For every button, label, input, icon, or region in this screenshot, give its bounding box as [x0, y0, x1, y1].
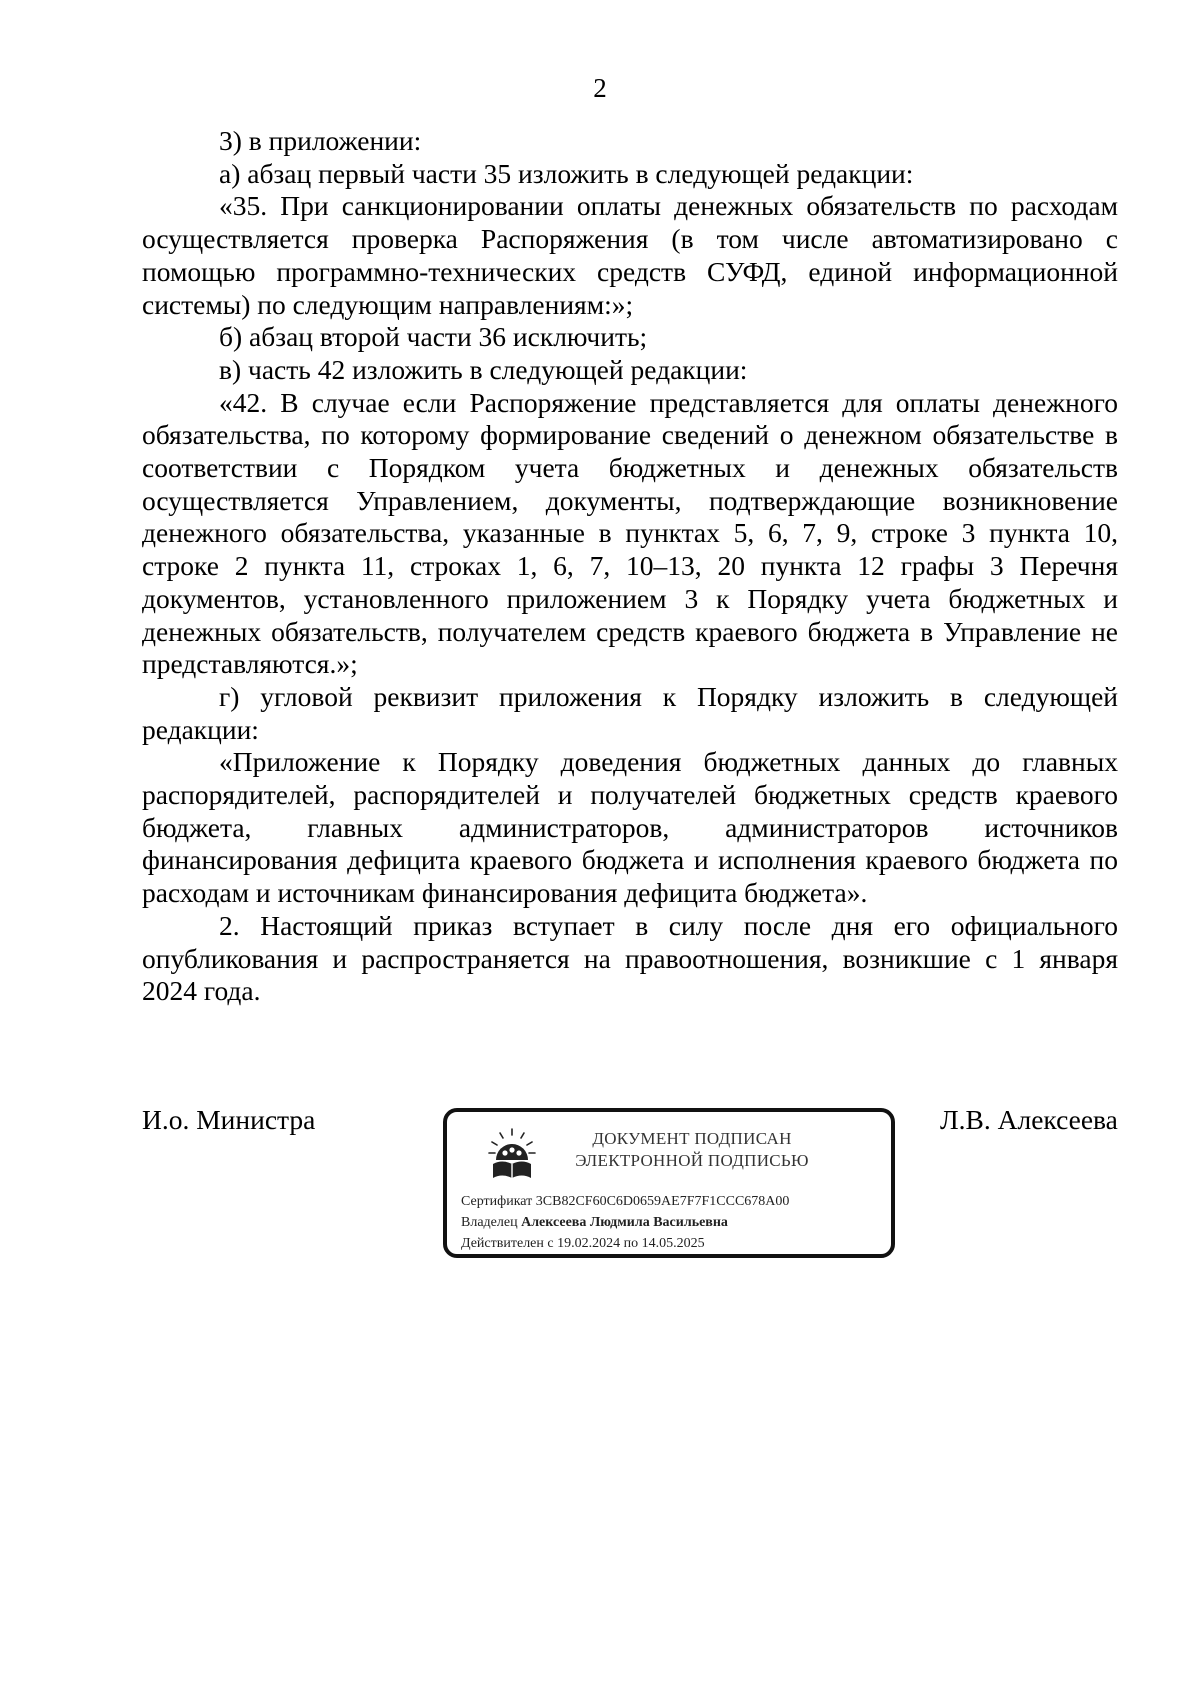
- paragraph: в) часть 42 изложить в следующей редакции:: [219, 353, 748, 385]
- valid-label: Действителен: [461, 1236, 544, 1251]
- paragraph: 3) в приложении:: [219, 125, 422, 156]
- stamp-title: [547, 1128, 837, 1172]
- stamp-title-line: ДОКУМЕНТ ПОДПИСАН: [592, 1129, 792, 1148]
- paragraph: г) угловой реквизит приложения к Порядку изложить в следующей редакции:: [142, 680, 1118, 745]
- paragraph: 2. Настоящий приказ вступает в силу после дня его официального опубликования и распространяется на правоотношения, возникшие с 1 января 2024 года.: [142, 909, 1118, 1007]
- valid-from-date: 19.02.2024: [557, 1236, 621, 1251]
- coat-of-arms-icon: [487, 1126, 537, 1182]
- signer-position: И.о. Министра: [142, 1104, 316, 1135]
- stamp-details: [461, 1191, 789, 1254]
- certificate-line: [461, 1191, 789, 1212]
- paragraph: а) абзац первый части 35 изложить в следующей редакции:: [219, 157, 914, 189]
- valid-to-date: 14.05.2025: [641, 1236, 705, 1251]
- page-number: 2: [593, 73, 607, 103]
- valid-from-prefix: с: [547, 1236, 554, 1251]
- electronic-signature-stamp: [443, 1108, 895, 1258]
- validity-line: [461, 1233, 789, 1254]
- owner-value: Алексеева Людмила Васильевна: [521, 1215, 728, 1230]
- paragraph: «Приложение к Порядку доведения бюджетных данных до главных распорядителей, распорядителей и получателей бюджетных средств краевого бюджета, главных администраторов, администраторов источников финансирования дефицита краевого бюджета и исполнения краевого бюджета по расходам и источникам финансирования дефицита бюджета».: [142, 746, 1118, 909]
- paragraph: б) абзац второй части 36 исключить;: [219, 321, 648, 353]
- certificate-value: 3CB82CF60C6D0659AE7F7F1CCC678A00: [535, 1194, 790, 1209]
- valid-to-prefix: по: [623, 1236, 639, 1251]
- owner-label: Владелец: [461, 1215, 518, 1230]
- signer-name: Л.В. Алексеева: [940, 1104, 1118, 1135]
- paragraph: «35. При санкционировании оплаты денежных обязательств по расходам осуществляется проверка Распоряжения (в том числе автоматизировано с помощью программно-технических средств СУФД, единой информационной системы) по следующим направлениям:»;: [142, 190, 1118, 320]
- paragraph: «42. В случае если Распоряжение представляется для оплаты денежного обязательства, по которому формирование сведений о денежном обязательстве в соответствии с Порядком учета бюджетных и денежных обязательств осуществляется Управлением, документы, подтверждающие возникновение денежного обязательства, указанные в пунктах 5, 6, 7, 9, строке 3 пункта 10, строке 2 пункта 11, строках 1, 6, 7, 10–13, 20 пункта 12 графы 3 Перечня документов, установленного приложением 3 к Порядку учета бюджетных и денежных обязательств, получателем средств краевого бюджета в Управление не представляются.»;: [142, 386, 1118, 680]
- stamp-title-line: ЭЛЕКТРОННОЙ ПОДПИСЬЮ: [575, 1151, 809, 1170]
- owner-line: [461, 1212, 789, 1233]
- certificate-label: Сертификат: [461, 1194, 533, 1209]
- document-body: [142, 125, 1118, 1008]
